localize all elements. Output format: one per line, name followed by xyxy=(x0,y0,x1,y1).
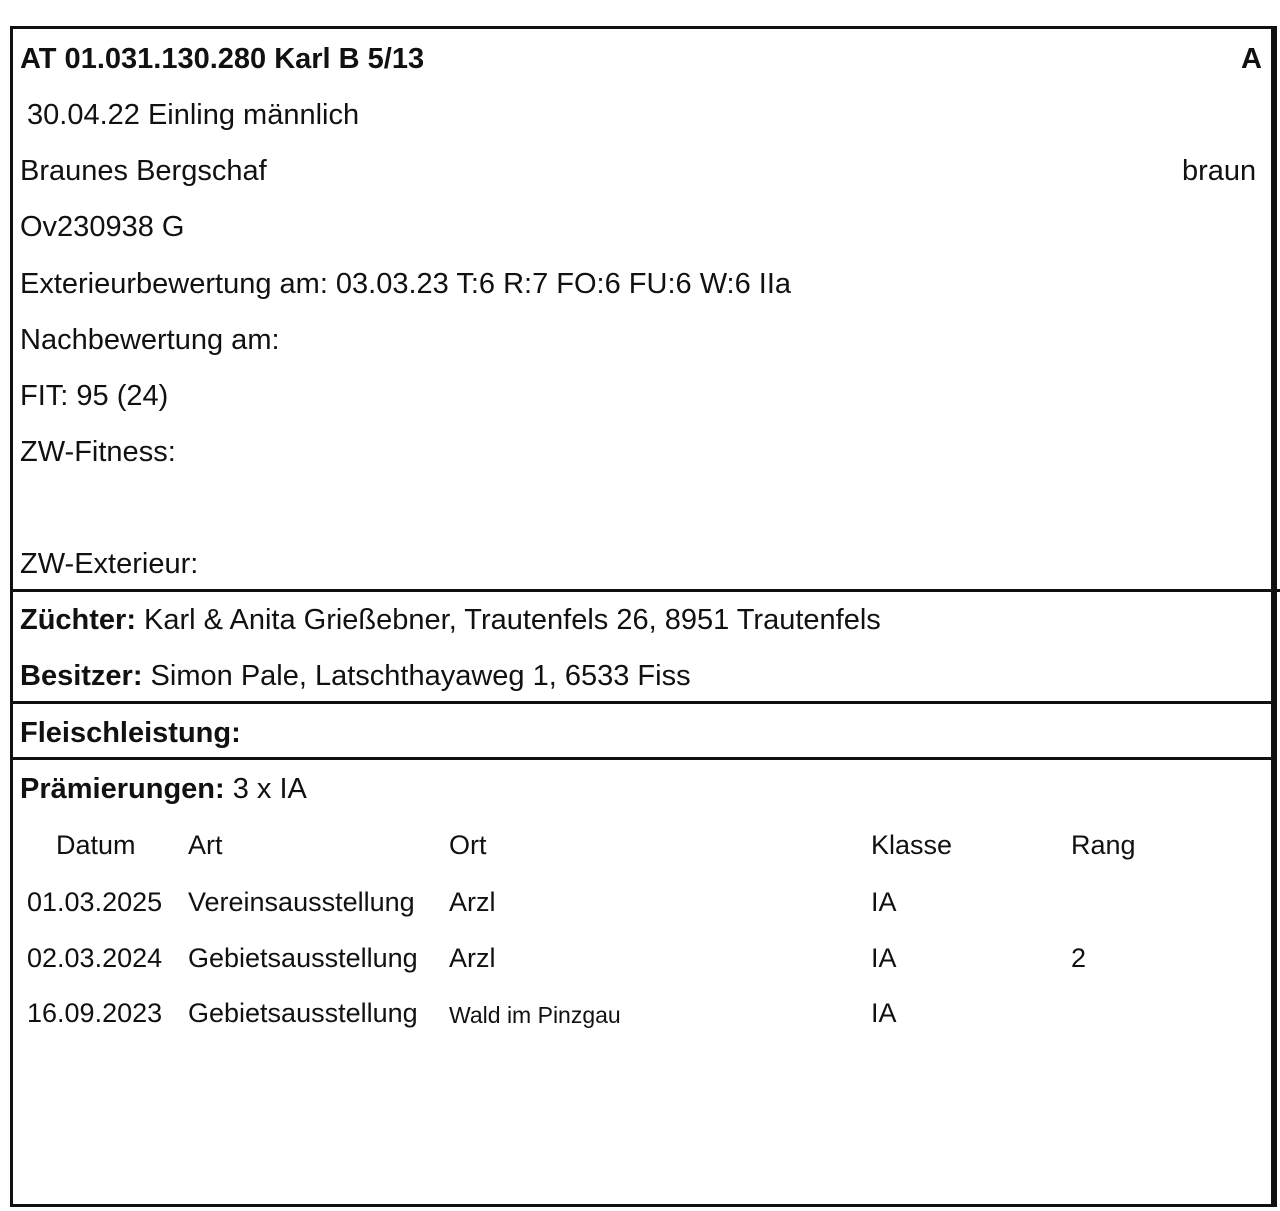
section-divider-awards xyxy=(10,757,1274,760)
zw-fitness: ZW-Fitness: xyxy=(20,436,176,468)
grade-letter: A xyxy=(1241,43,1262,75)
column-header-klasse: Klasse xyxy=(871,830,953,860)
birth-info: 30.04.22 Einling männlich xyxy=(27,99,360,131)
award-date: 01.03.2025 xyxy=(27,887,163,917)
breeder-value: Karl & Anita Grießebner, Trautenfels 26, 8951 Trautenfels xyxy=(136,604,881,636)
animal-title: AT 01.031.130.280 Karl B 5/13 xyxy=(20,43,425,75)
awards-label: Prämierungen: xyxy=(20,773,225,805)
column-header-rang: Rang xyxy=(1071,830,1136,860)
meat-performance-label: Fleischleistung: xyxy=(20,717,241,749)
award-class: IA xyxy=(871,887,897,917)
owner-value: Simon Pale, Latschthayaweg 1, 6533 Fiss xyxy=(142,660,691,692)
genotype: Ov230938 G xyxy=(20,211,185,243)
color: braun xyxy=(1182,155,1257,187)
award-class: IA xyxy=(871,998,897,1028)
exterior-assessment: Exterieurbewertung am: 03.03.23 T:6 R:7 FO:6 FU:6 W:6 IIa xyxy=(20,268,792,300)
award-place: Arzl xyxy=(449,887,496,917)
column-header-ort: Ort xyxy=(449,830,487,860)
awards-line xyxy=(20,772,307,806)
award-class: IA xyxy=(871,943,897,973)
card-right-border xyxy=(1274,26,1277,1207)
breeder-line xyxy=(20,603,881,637)
award-rank: 2 xyxy=(1071,943,1087,973)
owner-label: Besitzer: xyxy=(20,660,143,692)
award-place: Arzl xyxy=(449,943,496,973)
award-date: 02.03.2024 xyxy=(27,943,163,973)
awards-summary: 3 x IA xyxy=(224,773,307,805)
award-type: Vereinsausstellung xyxy=(188,887,415,917)
border-stub xyxy=(1274,589,1280,592)
zw-exterior: ZW-Exterieur: xyxy=(20,548,199,580)
award-place: Wald im Pinzgau xyxy=(449,1002,621,1028)
breed: Braunes Bergschaf xyxy=(20,155,267,187)
column-header-datum: Datum xyxy=(56,830,136,860)
reassessment: Nachbewertung am: xyxy=(20,324,280,356)
owner-line xyxy=(20,659,691,693)
section-divider-meat xyxy=(10,701,1274,704)
fit-score: FIT: 95 (24) xyxy=(20,380,169,412)
award-type: Gebietsausstellung xyxy=(188,943,418,973)
column-header-art: Art xyxy=(188,830,223,860)
breeder-label: Züchter: xyxy=(20,604,136,636)
award-date: 16.09.2023 xyxy=(27,998,163,1028)
section-divider-persons xyxy=(10,589,1274,592)
award-type: Gebietsausstellung xyxy=(188,998,418,1028)
